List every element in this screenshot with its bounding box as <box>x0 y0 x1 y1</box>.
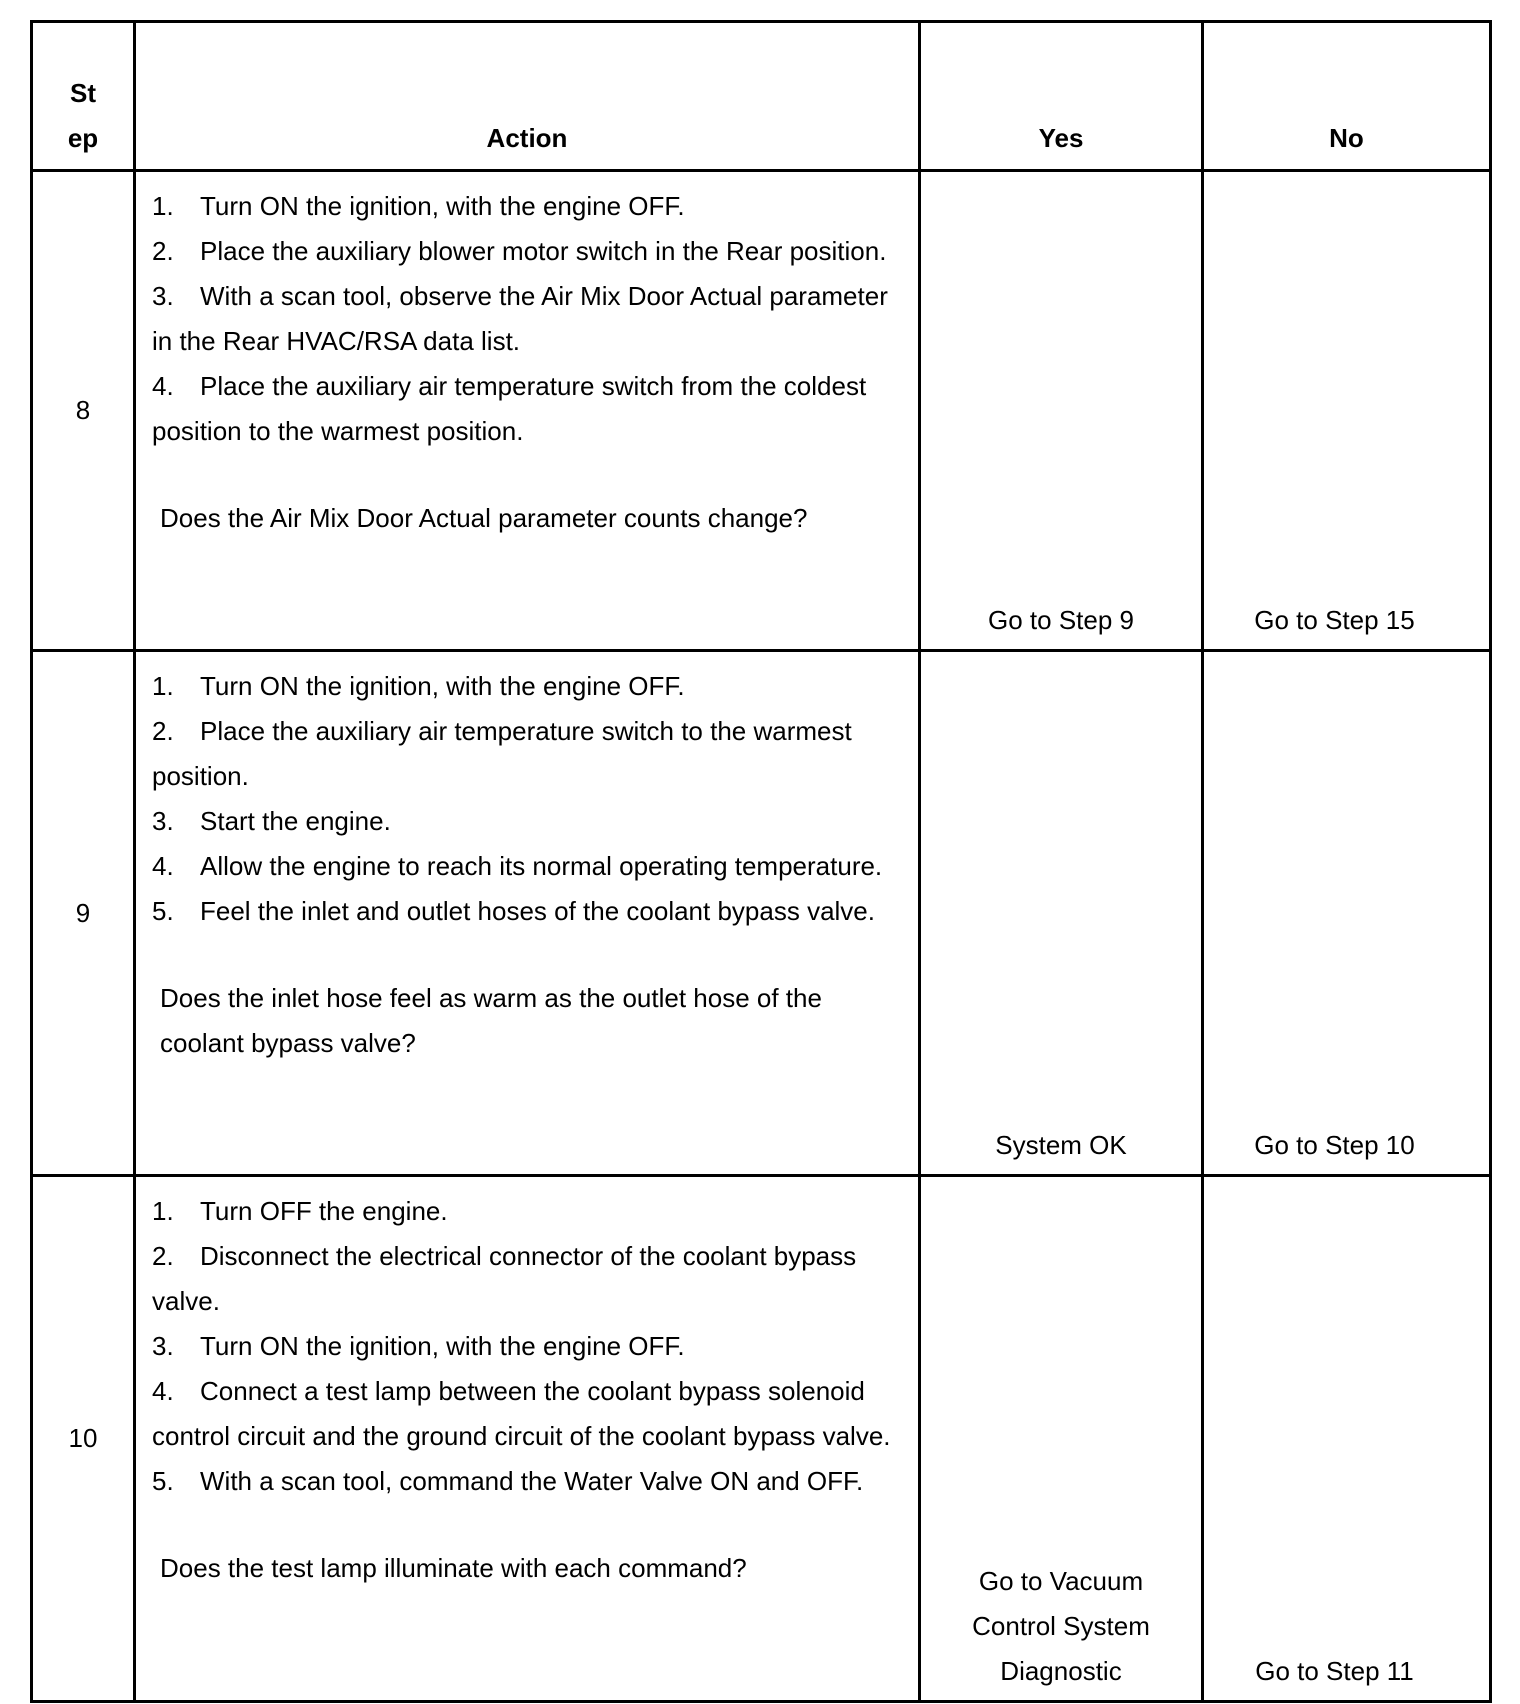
item-number: 2. <box>152 1241 174 1271</box>
step-number: 9 <box>32 651 135 1176</box>
question-text: Does the inlet hose feel as warm as the outlet hose of the coolant bypass valve? <box>160 983 822 1058</box>
item-number: 5. <box>152 1466 174 1496</box>
list-item <box>152 889 908 934</box>
item-number: 5. <box>152 896 174 926</box>
list-item <box>152 1369 908 1459</box>
item-text: Place the auxiliary air temperature switch to the warmest position. <box>152 716 852 791</box>
question-text: Does the test lamp illuminate with each command? <box>160 1553 747 1583</box>
item-number: 4. <box>152 851 174 881</box>
header-yes: Yes <box>920 22 1203 171</box>
list-item <box>152 799 908 844</box>
item-text: Place the auxiliary blower motor switch in the Rear position. <box>200 236 887 266</box>
diagnostic-table <box>30 20 1492 1703</box>
header-action: Action <box>135 22 920 171</box>
instruction-list <box>152 184 908 454</box>
header-row <box>32 22 1491 171</box>
item-text: Turn ON the ignition, with the engine OFF. <box>200 191 685 221</box>
list-item <box>152 1189 908 1234</box>
item-text: Turn ON the ignition, with the engine OFF. <box>200 1331 685 1361</box>
header-step-line1: St <box>70 78 96 108</box>
list-item <box>152 664 908 709</box>
item-text: Feel the inlet and outlet hoses of the coolant bypass valve. <box>200 896 875 926</box>
item-number: 2. <box>152 236 174 266</box>
action-cell <box>135 651 920 1176</box>
list-item <box>152 229 908 274</box>
list-item <box>152 709 908 799</box>
instruction-list <box>152 664 908 934</box>
table-row <box>32 651 1491 1176</box>
item-number: 1. <box>152 1196 174 1226</box>
table-row <box>32 171 1491 651</box>
header-step-line2: ep <box>67 123 99 153</box>
item-text: Disconnect the electrical connector of the coolant bypass valve. <box>152 1241 857 1316</box>
yes-result <box>920 1176 1203 1702</box>
table-row <box>32 1176 1491 1702</box>
header-step <box>32 22 135 171</box>
yes-line: Control System <box>972 1611 1150 1641</box>
yes-result: System OK <box>920 651 1203 1176</box>
item-number: 1. <box>152 671 174 701</box>
yes-line: Diagnostic <box>1000 1656 1122 1686</box>
item-text: Turn OFF the engine. <box>200 1196 448 1226</box>
diagnostic-sheet <box>30 20 1492 1703</box>
item-number: 1. <box>152 191 174 221</box>
yes-line: Go to Vacuum <box>978 1566 1144 1596</box>
item-number: 3. <box>152 806 174 836</box>
list-item <box>152 1459 908 1504</box>
item-number: 3. <box>152 1331 174 1361</box>
yes-result: Go to Step 9 <box>920 171 1203 651</box>
list-item <box>152 274 908 364</box>
item-number: 4. <box>152 371 174 401</box>
item-text: Allow the engine to reach its normal operating temperature. <box>200 851 883 881</box>
item-text: Connect a test lamp between the coolant bypass solenoid control circuit and the ground circuit of the coolant bypass valve. <box>152 1376 891 1451</box>
list-item <box>152 1324 908 1369</box>
list-item <box>152 184 908 229</box>
item-number: 2. <box>152 716 174 746</box>
no-result: Go to Step 11 <box>1203 1176 1491 1702</box>
step-number: 8 <box>32 171 135 651</box>
item-text: With a scan tool, observe the Air Mix Door Actual parameter in the Rear HVAC/RSA data list. <box>152 281 888 356</box>
header-no: No <box>1203 22 1491 171</box>
question-text: Does the Air Mix Door Actual parameter counts change? <box>160 503 808 533</box>
action-cell <box>135 1176 920 1702</box>
list-item <box>152 364 908 454</box>
item-text: With a scan tool, command the Water Valve ON and OFF. <box>200 1466 864 1496</box>
no-result: Go to Step 10 <box>1203 651 1491 1176</box>
step-number: 10 <box>32 1176 135 1702</box>
item-text: Start the engine. <box>200 806 391 836</box>
list-item <box>152 844 908 889</box>
item-number: 4. <box>152 1376 174 1406</box>
list-item <box>152 1234 908 1324</box>
instruction-list <box>152 1189 908 1504</box>
action-cell <box>135 171 920 651</box>
item-text: Turn ON the ignition, with the engine OFF. <box>200 671 685 701</box>
item-text: Place the auxiliary air temperature switch from the coldest position to the warmest position. <box>152 371 867 446</box>
no-result: Go to Step 15 <box>1203 171 1491 651</box>
item-number: 3. <box>152 281 174 311</box>
